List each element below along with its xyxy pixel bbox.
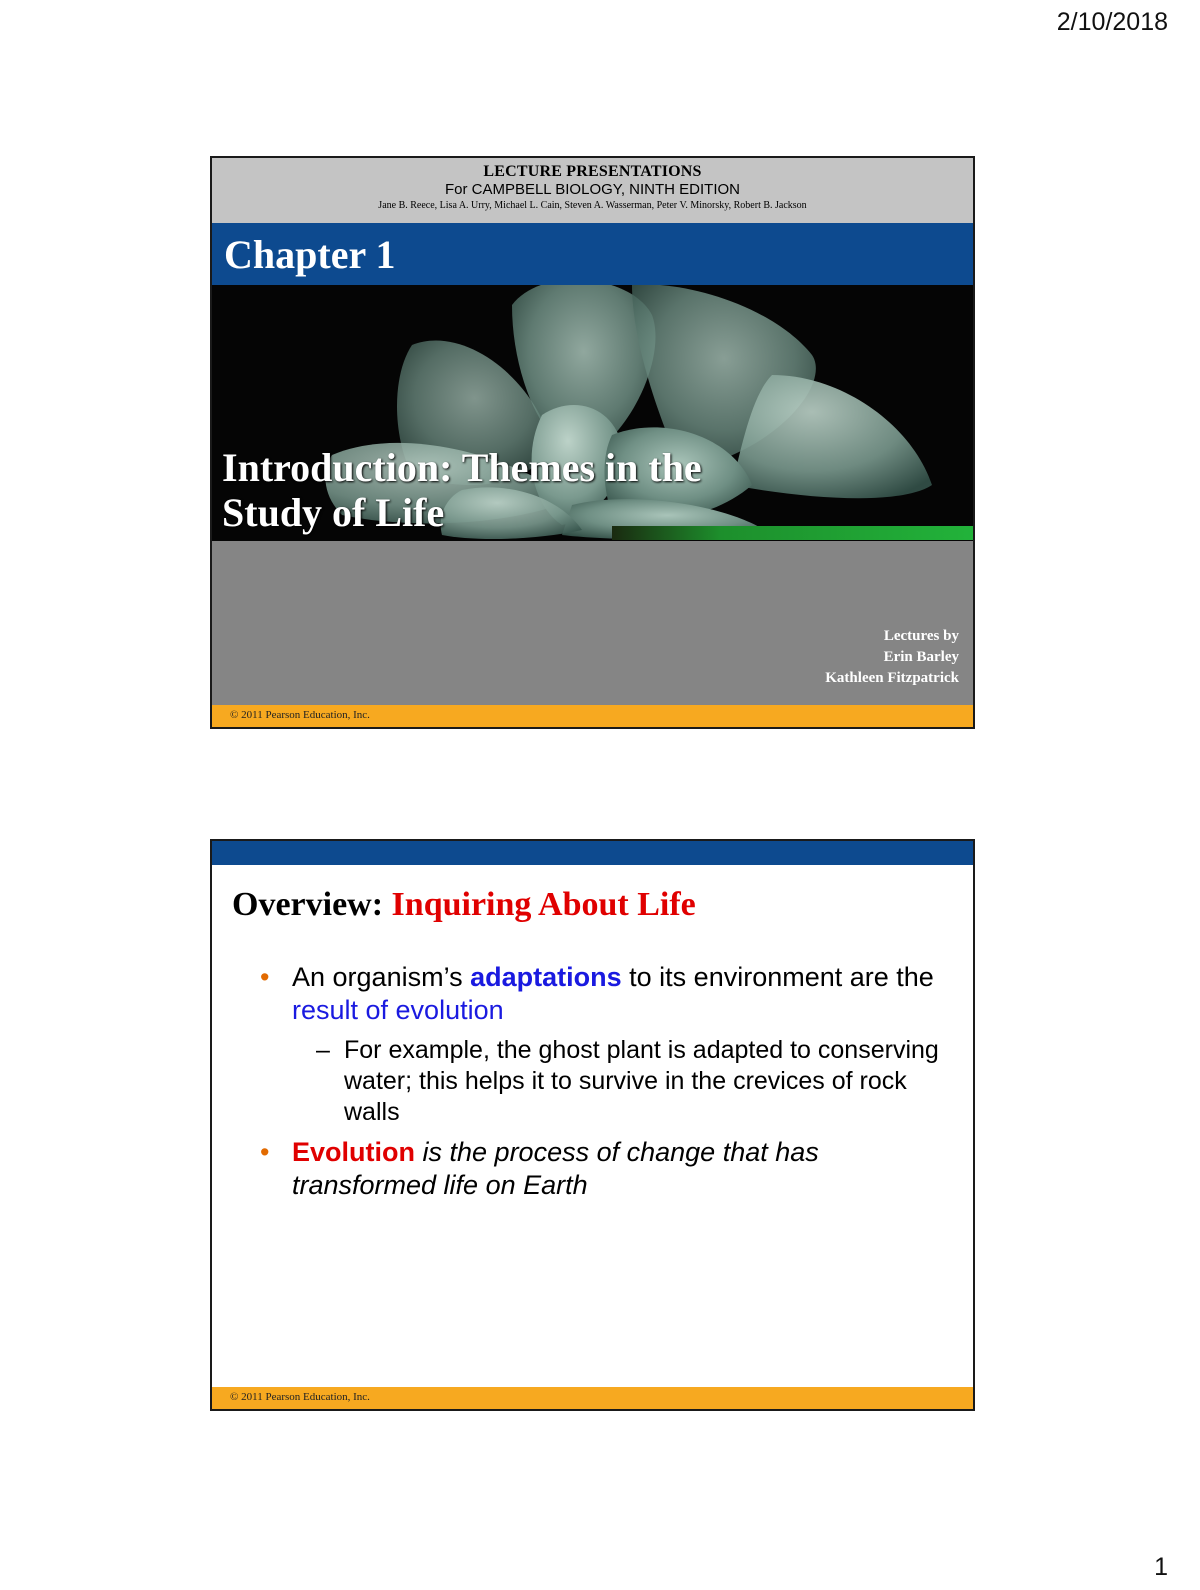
presentation-title <box>222 445 702 535</box>
bullet-text: to its environment are the <box>629 962 934 992</box>
title-line-2: Study of Life <box>222 490 445 535</box>
title-line-1: Introduction: Themes in the <box>222 445 702 490</box>
slide-overview <box>210 839 975 1411</box>
copyright-text: © 2011 Pearson Education, Inc. <box>230 1391 370 1403</box>
keyword-evolution: Evolution <box>292 1137 415 1167</box>
bullet-item <box>260 961 940 1027</box>
book-title: For CAMPBELL BIOLOGY, NINTH EDITION <box>444 181 741 198</box>
bullet-text: An organism’s <box>292 962 463 992</box>
series-title: LECTURE PRESENTATIONS <box>483 163 702 180</box>
slide-body <box>260 961 940 1210</box>
keyword-result-of-evolution: result of evolution <box>292 995 504 1025</box>
slide-title <box>210 156 975 729</box>
sub-bullet-text: For example, the ghost plant is adapted to conserving water; this helps it to survive in the crevices of rock walls <box>344 1036 939 1126</box>
chapter-bar <box>212 223 973 285</box>
lecturers-credit <box>825 626 959 689</box>
title-prefix: Overview: <box>232 886 384 923</box>
bullet-icon: • <box>260 962 270 992</box>
title-highlight: Inquiring About Life <box>391 886 696 923</box>
green-accent-bar <box>612 526 975 540</box>
bullet-icon: • <box>260 1137 270 1167</box>
lecturer-name: Erin Barley <box>883 649 959 665</box>
authors: Jane B. Reece, Lisa A. Urry, Michael L. Cain, Steven A. Wasserman, Peter V. Minorsky, Robert B. Jackson <box>378 200 807 211</box>
chapter-label: Chapter 1 <box>224 232 396 277</box>
lecturers-label: Lectures by <box>883 628 959 644</box>
slide-header <box>212 158 973 223</box>
bullet-item <box>260 1136 940 1202</box>
lecturer-name: Kathleen Fitzpatrick <box>825 670 959 686</box>
copyright-text: © 2011 Pearson Education, Inc. <box>230 709 370 721</box>
keyword-adaptations: adaptations <box>470 962 622 992</box>
slide-title-heading <box>232 886 696 924</box>
page-date: 2/10/2018 <box>1056 8 1168 36</box>
ghost-plant-image <box>212 285 973 541</box>
slide-top-bar <box>212 841 973 865</box>
page-number: 1 <box>1154 1553 1168 1581</box>
sub-bullet-item <box>260 1035 940 1128</box>
slide-footer <box>212 705 973 727</box>
definition-text: is the process of change that has transformed life on Earth <box>292 1137 819 1200</box>
slide-footer <box>212 1387 973 1409</box>
dash-icon: – <box>316 1036 330 1064</box>
